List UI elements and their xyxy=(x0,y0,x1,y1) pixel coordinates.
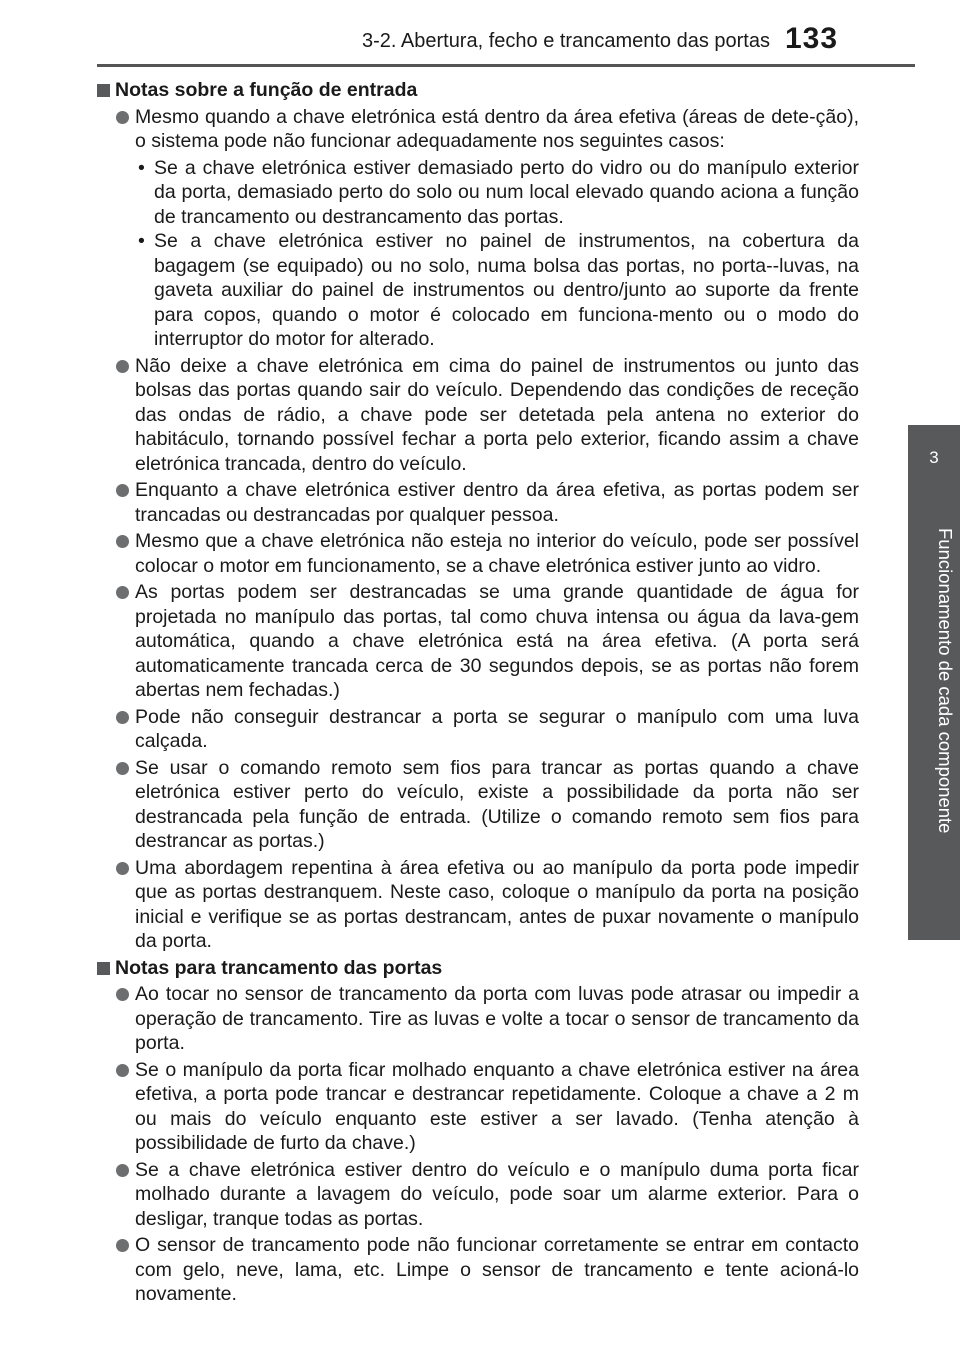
round-bullet-icon xyxy=(116,1164,129,1177)
list-item xyxy=(97,1158,859,1232)
sub-list-item xyxy=(97,156,859,230)
list-item xyxy=(97,105,859,154)
round-bullet-icon xyxy=(116,535,129,548)
round-bullet-icon xyxy=(116,711,129,724)
list-item-text: O sensor de trancamento pode não funcionar corretamente se entrar em contacto com gelo, neve, lama, etc. Limpe o sensor de trancamento e tente acioná-lo novamente. xyxy=(135,1234,859,1305)
list-item-text: Pode não conseguir destrancar a porta se segurar o manípulo com uma luva calçada. xyxy=(135,705,859,752)
list-item-text: Uma abordagem repentina à área efetiva ou ao manípulo da porta pode impedir que as portas destranquem. Neste caso, coloque o manípulo da porta na posição inicial e verifique se as portas destrancam, antes de puxar novamente o manípulo da porta. xyxy=(135,856,859,952)
list-item-text: Não deixe a chave eletrónica em cima do painel de instrumentos ou junto das bolsas das portas quando sair do veículo. Dependendo das condições de receção das ondas de rádio, a chave pode ser detetada pela antena no exterior do habitáculo, tornando possível fechar a porta pelo exterior, ficando assim a chave eletrónica trancada, dentro do veículo. xyxy=(135,354,859,475)
list-item xyxy=(97,856,859,954)
sub-list-item-text: Se a chave eletrónica estiver no painel de instrumentos, na cobertura da bagagem (se equipado) ou no solo, numa bolsa das portas, no porta--luvas, na gaveta auxiliar do painel de instrumentos ou dentro/junto ao suporte da frente para copos, quando o motor é colocado em funciona-mento ou o modo do interruptor do motor for alterado. xyxy=(154,230,859,350)
square-bullet-icon xyxy=(97,962,110,975)
chapter-number: 3 xyxy=(929,448,939,467)
sub-list-item-text: Se a chave eletrónica estiver demasiado perto do vidro ou do manípulo exterior da porta, demasiado perto do solo ou num local elevado quando aciona a função de trancamento ou destrancamento das portas. xyxy=(154,156,859,228)
list-item xyxy=(97,580,859,703)
page-number: 133 xyxy=(785,22,839,55)
list-item-text: Enquanto a chave eletrónica estiver dentro da área efetiva, as portas podem ser trancadas ou destrancadas por qualquer pessoa. xyxy=(135,479,859,526)
round-bullet-icon xyxy=(116,988,129,1001)
list-item xyxy=(97,1233,859,1307)
round-bullet-icon xyxy=(116,1239,129,1252)
list-item-text: Se a chave eletrónica estiver dentro do veículo e o manípulo duma porta ficar molhado durante a lavagem do veículo, pode soar um alarme exterior. Para o desligar, tranque todas as portas. xyxy=(135,1158,859,1230)
small-bullet-icon: • xyxy=(138,156,145,179)
round-bullet-icon xyxy=(116,862,129,875)
list-item xyxy=(97,705,859,754)
section-heading-text: Notas para trancamento das portas xyxy=(115,956,443,979)
list-item xyxy=(97,529,859,578)
list-item xyxy=(97,354,859,477)
round-bullet-icon xyxy=(116,1064,129,1077)
section-title: 3-2. Abertura, fecho e trancamento das portas xyxy=(361,30,770,52)
round-bullet-icon xyxy=(116,111,129,124)
section-heading xyxy=(97,956,859,981)
list-item-text: Se o manípulo da porta ficar molhado enquanto a chave eletrónica estiver na área efetiva, a porta pode trancar e destrancar repetidamente. Coloque a chave a 2 m ou mais do veículo enquanto este estiver a ser lavado. (Tenha atenção à possibilidade de furto da chave.) xyxy=(135,1058,859,1154)
sub-list-item xyxy=(97,229,859,352)
round-bullet-icon xyxy=(116,360,129,373)
list-item xyxy=(97,478,859,527)
section-heading-text: Notas sobre a função de entrada xyxy=(115,79,418,101)
list-item-text: Mesmo quando a chave eletrónica está dentro da área efetiva (áreas de dete-ção), o sistema pode não funcionar adequadamente nos seguintes casos: xyxy=(135,105,859,152)
square-bullet-icon xyxy=(97,84,110,97)
page-content xyxy=(97,78,859,1309)
small-bullet-icon: • xyxy=(138,230,145,252)
list-item-text: Mesmo que a chave eletrónica não esteja no interior do veículo, pode ser possível colocar o motor em funcionamento, se a chave eletrónica estiver junto ao vidro. xyxy=(135,530,859,577)
list-item-text: Se usar o comando remoto sem fios para trancar as portas quando a chave eletrónica estiver perto do veículo, existe a possibilidade da porta não ser destrancada pela função de entrada. (Utilize o comando remoto sem fios para destrancar as portas.) xyxy=(135,756,859,852)
section-heading xyxy=(97,78,859,103)
round-bullet-icon xyxy=(116,484,129,497)
list-item xyxy=(97,1058,859,1156)
list-item-text: Ao tocar no sensor de trancamento da porta com luvas pode atrasar ou impedir a operação de trancamento. Tire as luvas e volte a tocar o sensor de trancamento da porta. xyxy=(135,983,859,1054)
list-item-text: As portas podem ser destrancadas se uma grande quantidade de água for projetada no manípulo das portas, tal como chuva intensa ou água da lava-gem automática, quando a chave eletrónica está na área efetiva. (A porta será automaticamente trancada cerca de 30 segundos depois, se as portas não forem abertas nem fechadas.) xyxy=(135,581,859,701)
round-bullet-icon xyxy=(116,586,129,599)
round-bullet-icon xyxy=(116,762,129,775)
header-divider xyxy=(97,64,915,67)
list-item xyxy=(97,982,859,1056)
chapter-label: Funcionamento de cada componente xyxy=(935,528,956,834)
list-item xyxy=(97,756,859,854)
